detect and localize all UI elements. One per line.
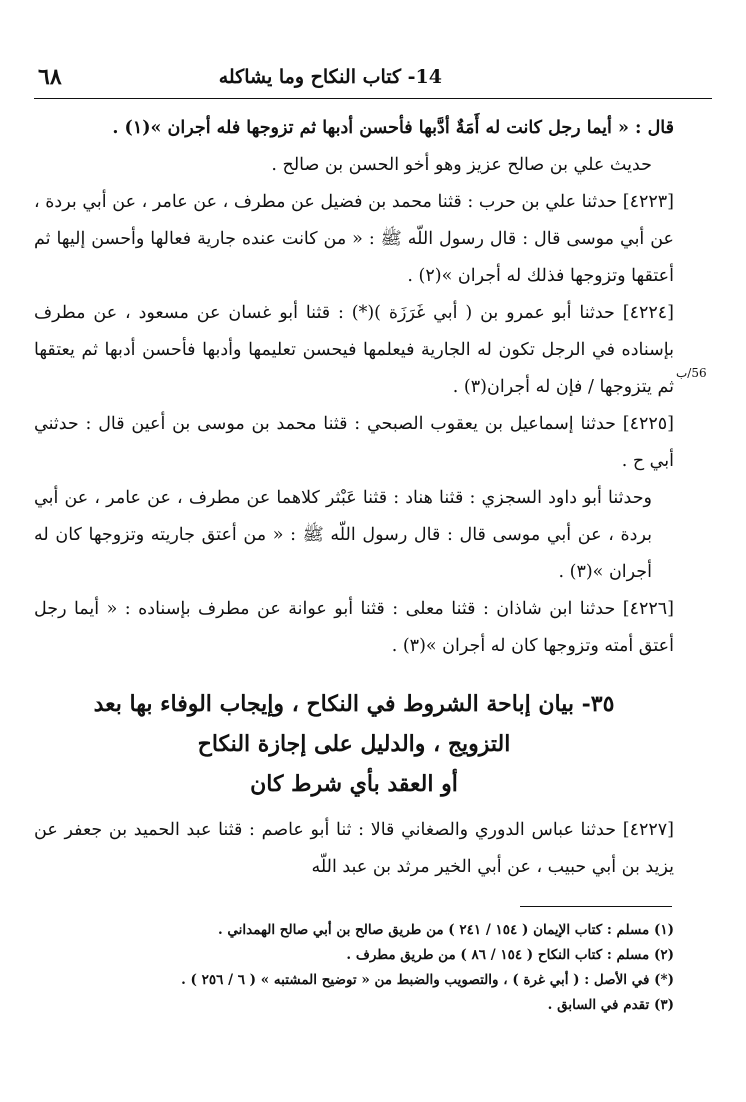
- main-text-continued: [34, 812, 674, 886]
- hadith-paragraph: [٤٢٢٥] حدثنا إسماعيل بن يعقوب الصبحي : قثنا محمد بن موسى بن أعين قال : حدثني أبي ح .: [34, 414, 674, 471]
- hadith-paragraph: [٤٢٢٦] حدثنا ابن شاذان : قثنا معلى : قثنا أبو عوانة عن مطرف بإسناده : « أيما رجل أعتق أمته وتزوجها كان له أجران »(٣) .: [34, 599, 674, 656]
- chapter-heading-line: أو العقد بأي شرط كان: [250, 771, 458, 797]
- hadith-paragraph: [٤٢٢٧] حدثنا عباس الدوري والصغاني قالا : ثنا أبو عاصم : قثنا عبد الحميد بن جعفر عن يزيد بن أبي حبيب ، عن أبي الخير مرثد بن عبد اللّه: [34, 820, 674, 877]
- commentary-paragraph: حديث علي بن صالح عزيز وهو أخو الحسن بن صالح .: [271, 155, 652, 175]
- chapter-running-title: 14- كتاب النكاح وما يشاكله: [218, 66, 442, 88]
- footnote: (٣) تقدم في السابق .: [547, 997, 674, 1013]
- main-text: [34, 110, 674, 665]
- footnote: (٢) مسلم : كتاب النكاح ( ١٥٤ / ٨٦ ) من طريق مطرف .: [346, 947, 674, 963]
- chapter-heading: [34, 684, 674, 804]
- running-header: [34, 64, 712, 99]
- hadith-paragraph: [٤٢٢٣] حدثنا علي بن حرب : قثنا محمد بن فضيل عن مطرف ، عن عامر ، عن أبي بردة ، عن أبي موسى قال : قال رسول اللّه ﷺ : « من كانت عنده جارية فعالها وأحسن إليها ثم أعتقها وتزوجها فذلك له أجران »(٢) .: [34, 192, 674, 286]
- chapter-heading-line: ٣٥- بيان إباحة الشروط في النكاح ، وإيجاب الوفاء بها بعد: [93, 691, 615, 717]
- chapter-heading-line: التزويج ، والدليل على إجازة النكاح: [197, 731, 511, 757]
- hadith-paragraph: [٤٢٢٤] حدثنا أبو عمرو بن ( أبي غَرَزَة )(*) : قثنا أبو غسان عن مسعود ، عن مطرف بإسناده في الرجل تكون له الجارية فيعلمها فيحسن تعليمها وأدبها فأحسن أدبها ثم يعتقها ثم يتزوجها / فإن له أجران(٣) .: [34, 303, 674, 397]
- footnote: (١) مسلم : كتاب الإيمان ( ١٥٤ / ٢٤١ ) من طريق صالح بن أبي صالح الهمداني .: [217, 922, 674, 938]
- footnote: (*) في الأصل : ( أبي غرة ) ، والتصويب والضبط من « توضيح المشتبه » ( ٦ / ٢٥٦ ) .: [181, 972, 674, 988]
- manuscript-folio-note: 56/ب: [676, 366, 707, 380]
- page-number: ٦٨: [38, 64, 62, 90]
- hadith-paragraph: قال : « أيما رجل كانت له أَمَةٌ أدَّبها فأحسن أدبها ثم تزوجها فله أجران »(١) .: [112, 118, 674, 138]
- hadith-paragraph: وحدثنا أبو داود السجزي : قثنا هناد : قثنا عَبْثر كلاهما عن مطرف ، عن عامر ، عن أبي بردة ، عن أبي موسى قال : قال رسول اللّه ﷺ : « من أعتق جاريته وتزوجها كان له أجران »(٣) .: [34, 488, 652, 582]
- footnote-divider: [520, 906, 672, 907]
- footnotes: [34, 918, 674, 1018]
